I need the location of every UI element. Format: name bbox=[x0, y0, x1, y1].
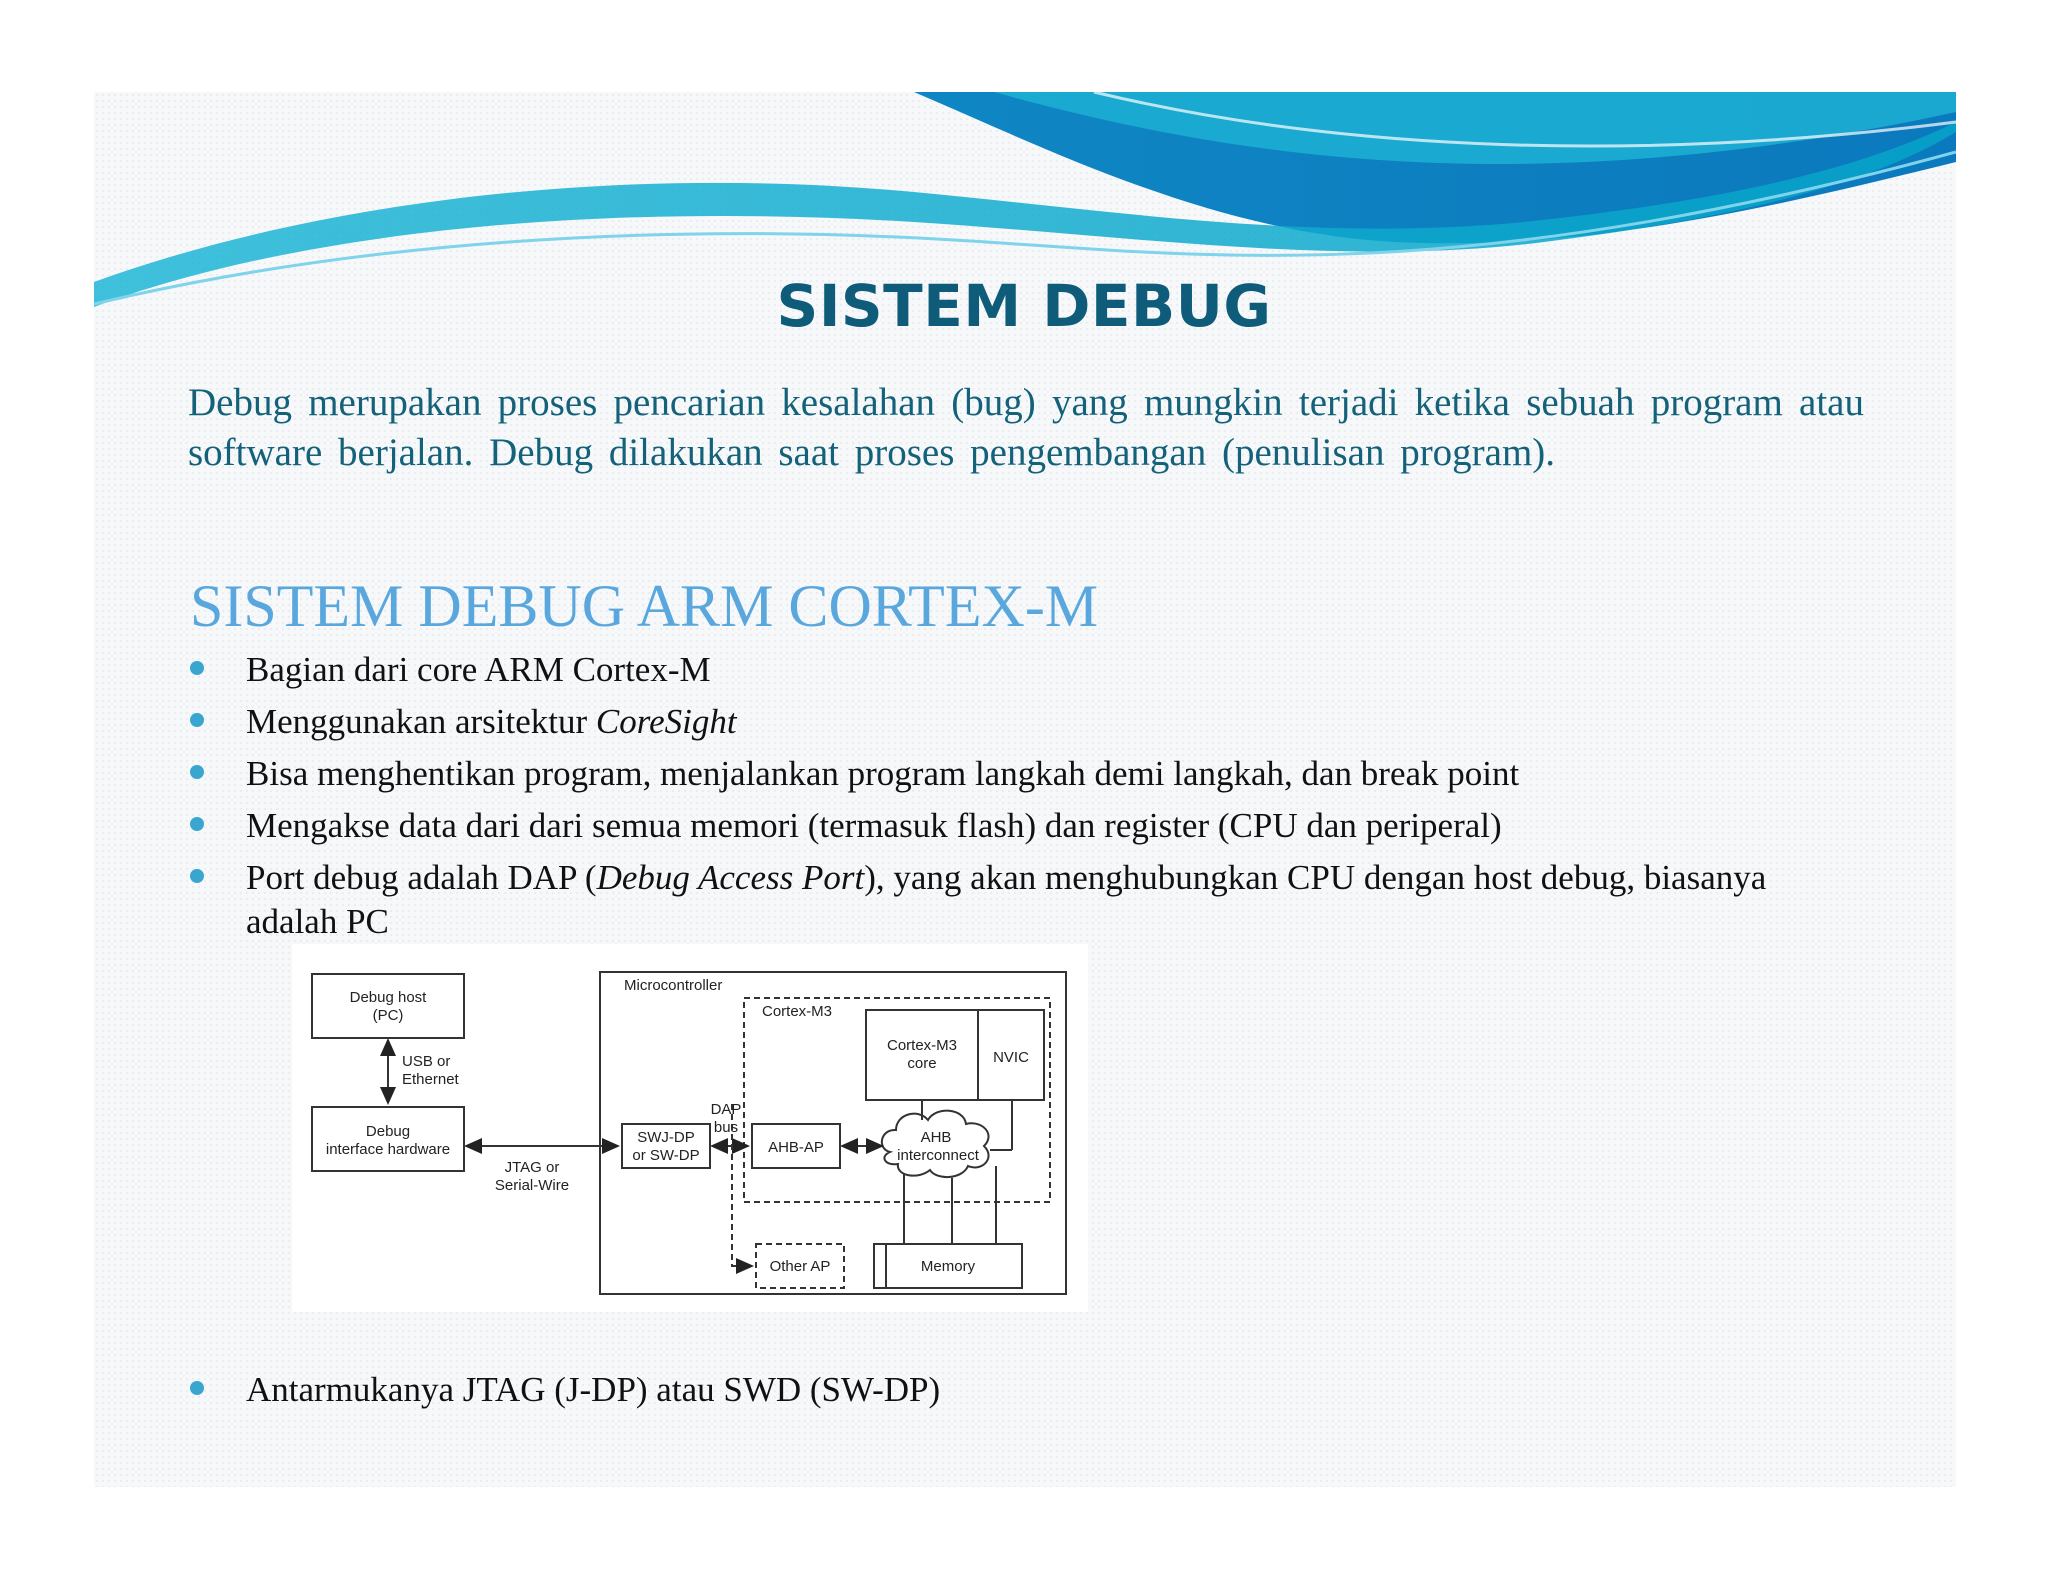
bullet-text: Mengakse data dari dari semua memori (termasuk flash) dan register (CPU dan periperal) bbox=[246, 806, 1502, 845]
bullet-text-italic: CoreSight bbox=[595, 702, 737, 741]
debug-architecture-diagram bbox=[292, 944, 1088, 1312]
bullet-dot-icon bbox=[190, 713, 204, 727]
bullet-text: Port debug adalah DAP ( bbox=[246, 858, 597, 897]
dap-bus-label: DAP bbox=[710, 1101, 742, 1118]
bullet-item bbox=[190, 856, 1846, 944]
other-ap-label: Other AP bbox=[769, 1258, 831, 1275]
jtag-label: Serial-Wire bbox=[494, 1177, 570, 1194]
bullet-dot-icon bbox=[190, 869, 204, 883]
bullet-item bbox=[190, 648, 711, 692]
bullet-text: Menggunakan arsitektur bbox=[246, 702, 596, 741]
cortex-core-label: Cortex-M3 bbox=[886, 1037, 958, 1054]
ahb-interconnect-label: interconnect bbox=[897, 1147, 979, 1164]
debug-interface-label: Debug bbox=[365, 1123, 411, 1140]
bullet-dot-icon bbox=[190, 817, 204, 831]
bullet-text: ), yang akan menghubungkan CPU dengan host debug, biasanya adalah PC bbox=[246, 858, 1767, 941]
ahb-interconnect-label: AHB bbox=[920, 1129, 952, 1146]
swj-dp-label: SWJ-DP bbox=[637, 1129, 695, 1146]
bullet-text: Antarmukanya JTAG (J-DP) atau SWD (SW-DP) bbox=[246, 1370, 941, 1409]
bullet-item bbox=[190, 804, 1502, 848]
bullet-text: Bagian dari core ARM Cortex-M bbox=[246, 650, 711, 689]
bullet-item bbox=[190, 700, 737, 744]
swj-dp-label: or SW-DP bbox=[632, 1147, 700, 1164]
diagram-svg bbox=[292, 944, 1088, 1312]
debug-host-label: (PC) bbox=[372, 1007, 404, 1024]
jtag-label: JTAG or bbox=[504, 1159, 560, 1176]
ahb-ap-label: AHB-AP bbox=[768, 1139, 824, 1156]
section-heading: SISTEM DEBUG ARM CORTEX-M bbox=[190, 573, 1099, 639]
microcontroller-label: Microcontroller bbox=[624, 977, 723, 994]
debug-interface-label: interface hardware bbox=[325, 1141, 451, 1158]
bullet-dot-icon bbox=[190, 1381, 204, 1395]
nvic-label: NVIC bbox=[993, 1049, 1029, 1066]
cortex-core-label: core bbox=[907, 1055, 937, 1072]
bullet-item bbox=[190, 752, 1519, 796]
intro-paragraph: Debug merupakan proses pencarian kesalahan (bug) yang mungkin terjadi ketika sebuah program atau software berjalan. Debug dilakukan saat proses pengembangan (penulisan program). bbox=[188, 381, 1864, 474]
bullet-dot-icon bbox=[190, 661, 204, 675]
cortex-m3-label: Cortex-M3 bbox=[762, 1003, 833, 1020]
usb-label: Ethernet bbox=[402, 1071, 459, 1088]
bullet-item bbox=[190, 1368, 940, 1412]
slide-title: SISTEM DEBUG bbox=[776, 272, 1272, 340]
memory-label: Memory bbox=[920, 1258, 976, 1275]
usb-label: USB or bbox=[402, 1053, 451, 1070]
bullet-text-italic: Debug Access Port bbox=[596, 858, 865, 897]
bullet-dot-icon bbox=[190, 765, 204, 779]
debug-host-label: Debug host bbox=[349, 989, 427, 1006]
debug-host-box bbox=[312, 974, 464, 1038]
bullet-text: Bisa menghentikan program, menjalankan program langkah demi langkah, dan break point bbox=[246, 754, 1520, 793]
dap-bus-label: bus bbox=[713, 1119, 739, 1136]
